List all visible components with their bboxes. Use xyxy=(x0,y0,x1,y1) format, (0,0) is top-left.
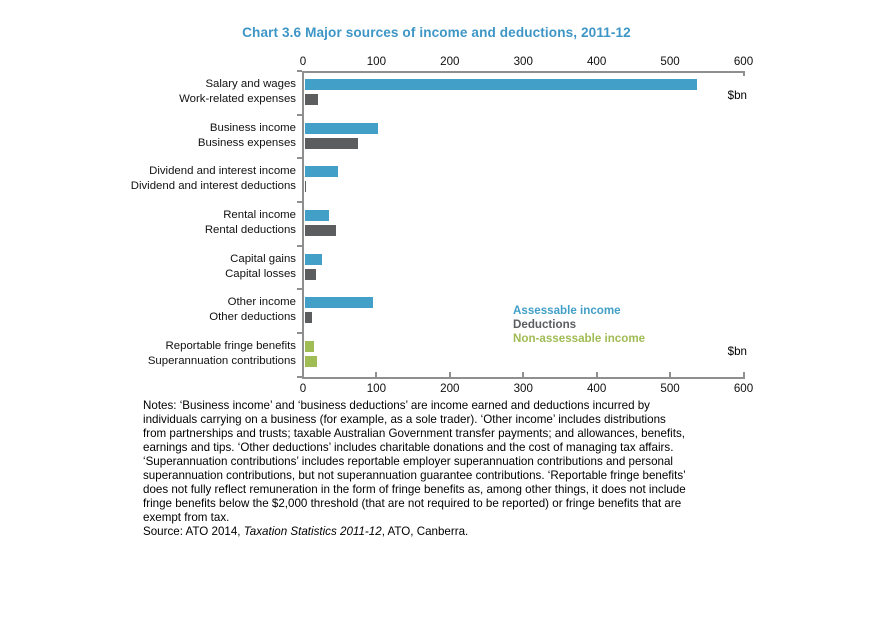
source-prefix: Source: ATO 2014, xyxy=(143,525,244,538)
category-axis-tick xyxy=(297,376,302,378)
bottom-axis-tick-label-0: 0 xyxy=(299,382,307,395)
value-axis-line xyxy=(302,71,304,379)
bar-capital-losses xyxy=(305,269,317,280)
bar-dividend-and-interest-deductions xyxy=(305,181,307,192)
category-label-business-income: Business income xyxy=(209,121,296,134)
note-line: ‘Superannuation contributions’ includes reportable employer superannuation contributions and personal xyxy=(143,455,674,468)
note-line: does not fully reflect remuneration in the form of fringe benefits as, among other things, it does not include xyxy=(143,483,686,496)
category-label-reportable-fringe-benefits: Reportable fringe benefits xyxy=(165,339,296,352)
category-label-capital-losses: Capital losses xyxy=(225,267,296,280)
bar-rental-deductions xyxy=(305,225,337,236)
category-label-other-deductions: Other deductions xyxy=(209,311,296,324)
bottom-axis-tick-300 xyxy=(522,372,524,377)
category-label-capital-gains: Capital gains xyxy=(230,252,296,265)
top-axis-end-tick xyxy=(743,71,745,76)
category-label-rental-deductions: Rental deductions xyxy=(204,223,296,236)
category-label-business-expenses: Business expenses xyxy=(197,136,296,149)
bottom-axis-line xyxy=(303,377,745,379)
legend-item-deductions: Deductions xyxy=(513,317,577,331)
top-axis-tick-label-300: 300 xyxy=(513,55,533,68)
category-label-work-related-expenses: Work-related expenses xyxy=(179,93,296,105)
category-axis-tick xyxy=(297,70,302,72)
bottom-axis-tick-200 xyxy=(449,372,451,377)
bottom-axis-tick-100 xyxy=(375,372,377,377)
bar-dividend-and-interest-income xyxy=(305,166,339,177)
bar-rental-income xyxy=(305,210,330,221)
bottom-axis-tick-label-500: 500 xyxy=(660,382,680,395)
top-axis-tick-label-200: 200 xyxy=(440,55,460,68)
bottom-axis-tick-label-300: 300 xyxy=(513,382,533,395)
category-axis-tick xyxy=(297,157,302,159)
category-label-dividend-and-interest-deductions: Dividend and interest deductions xyxy=(130,180,296,193)
bar-business-expenses xyxy=(305,138,359,149)
bar-salary-and-wages xyxy=(305,79,698,90)
legend-item-assessable-income: Assessable income xyxy=(513,303,621,317)
bottom-axis-tick-500 xyxy=(669,372,671,377)
note-line: superannuation contributions, but not superannuation guarantee contributions. ‘Reportable fringe benefits’ xyxy=(143,469,686,482)
top-axis-line xyxy=(303,71,745,73)
note-line: Notes: ‘Business income’ and ‘business deductions’ are income earned and deductions incurred by xyxy=(143,399,650,412)
bottom-axis-tick-label-600: 600 xyxy=(733,382,754,395)
bottom-axis-tick-label-200: 200 xyxy=(440,382,460,395)
top-axis-tick-label-0: 0 xyxy=(299,55,307,68)
notes-block xyxy=(143,399,783,525)
category-label-other-income: Other income xyxy=(227,296,296,309)
note-line: exempt from tax. xyxy=(143,511,230,524)
category-label-salary-and-wages: Salary and wages xyxy=(205,78,296,90)
bar-business-income xyxy=(305,123,378,134)
category-axis-tick xyxy=(297,288,302,290)
category-axis-tick xyxy=(297,332,302,334)
note-line: individuals carrying on a business (for example, as a sole trader). ‘Other income’ includes distributions xyxy=(143,413,666,426)
note-line: from partnerships and trusts; taxable Australian Government transfer payments; and allowances, benefits, xyxy=(143,427,685,440)
category-axis-tick xyxy=(297,245,302,247)
bottom-axis-tick-400 xyxy=(596,372,598,377)
bottom-axis-tick-label-400: 400 xyxy=(586,382,607,395)
chart-title: Chart 3.6 Major sources of income and deductions, 2011-12 xyxy=(242,25,631,40)
bar-other-income xyxy=(305,297,373,308)
category-label-dividend-and-interest-income: Dividend and interest income xyxy=(149,165,296,178)
source-suffix: , ATO, Canberra. xyxy=(381,525,469,538)
top-axis-tick-label-600: 600 xyxy=(733,55,754,68)
top-axis-tick-label-500: 500 xyxy=(660,55,680,68)
category-label-superannuation-contributions: Superannuation contributions xyxy=(147,354,296,367)
bar-work-related-expenses xyxy=(305,94,319,105)
unit-label-bottom-axis: $bn xyxy=(727,345,747,358)
bar-other-deductions xyxy=(305,312,312,323)
legend-item-non-assessable-income: Non-assessable income xyxy=(513,332,646,346)
note-line: earnings and tips. ‘Other deductions’ includes charitable donations and the cost of managing tax affairs. xyxy=(143,441,674,454)
bottom-axis-tick-label-100: 100 xyxy=(366,382,387,395)
top-axis-tick-label-400: 400 xyxy=(586,55,607,68)
bar-reportable-fringe-benefits xyxy=(305,341,315,352)
category-axis-tick xyxy=(297,201,302,203)
source-line xyxy=(143,525,468,538)
note-line: fringe benefits below the $2,000 threshold (that are not required to be reported) or fringe benefits that are xyxy=(143,497,682,510)
top-axis-tick-label-100: 100 xyxy=(366,55,387,68)
bar-superannuation-contributions xyxy=(305,356,317,367)
category-axis-tick xyxy=(297,114,302,116)
bottom-axis-tick-600 xyxy=(743,372,745,377)
category-label-rental-income: Rental income xyxy=(223,208,296,221)
unit-label-top-axis: $bn xyxy=(727,89,747,102)
bar-capital-gains xyxy=(305,254,323,265)
source-publication-title: Taxation Statistics 2011-12 xyxy=(243,525,382,538)
